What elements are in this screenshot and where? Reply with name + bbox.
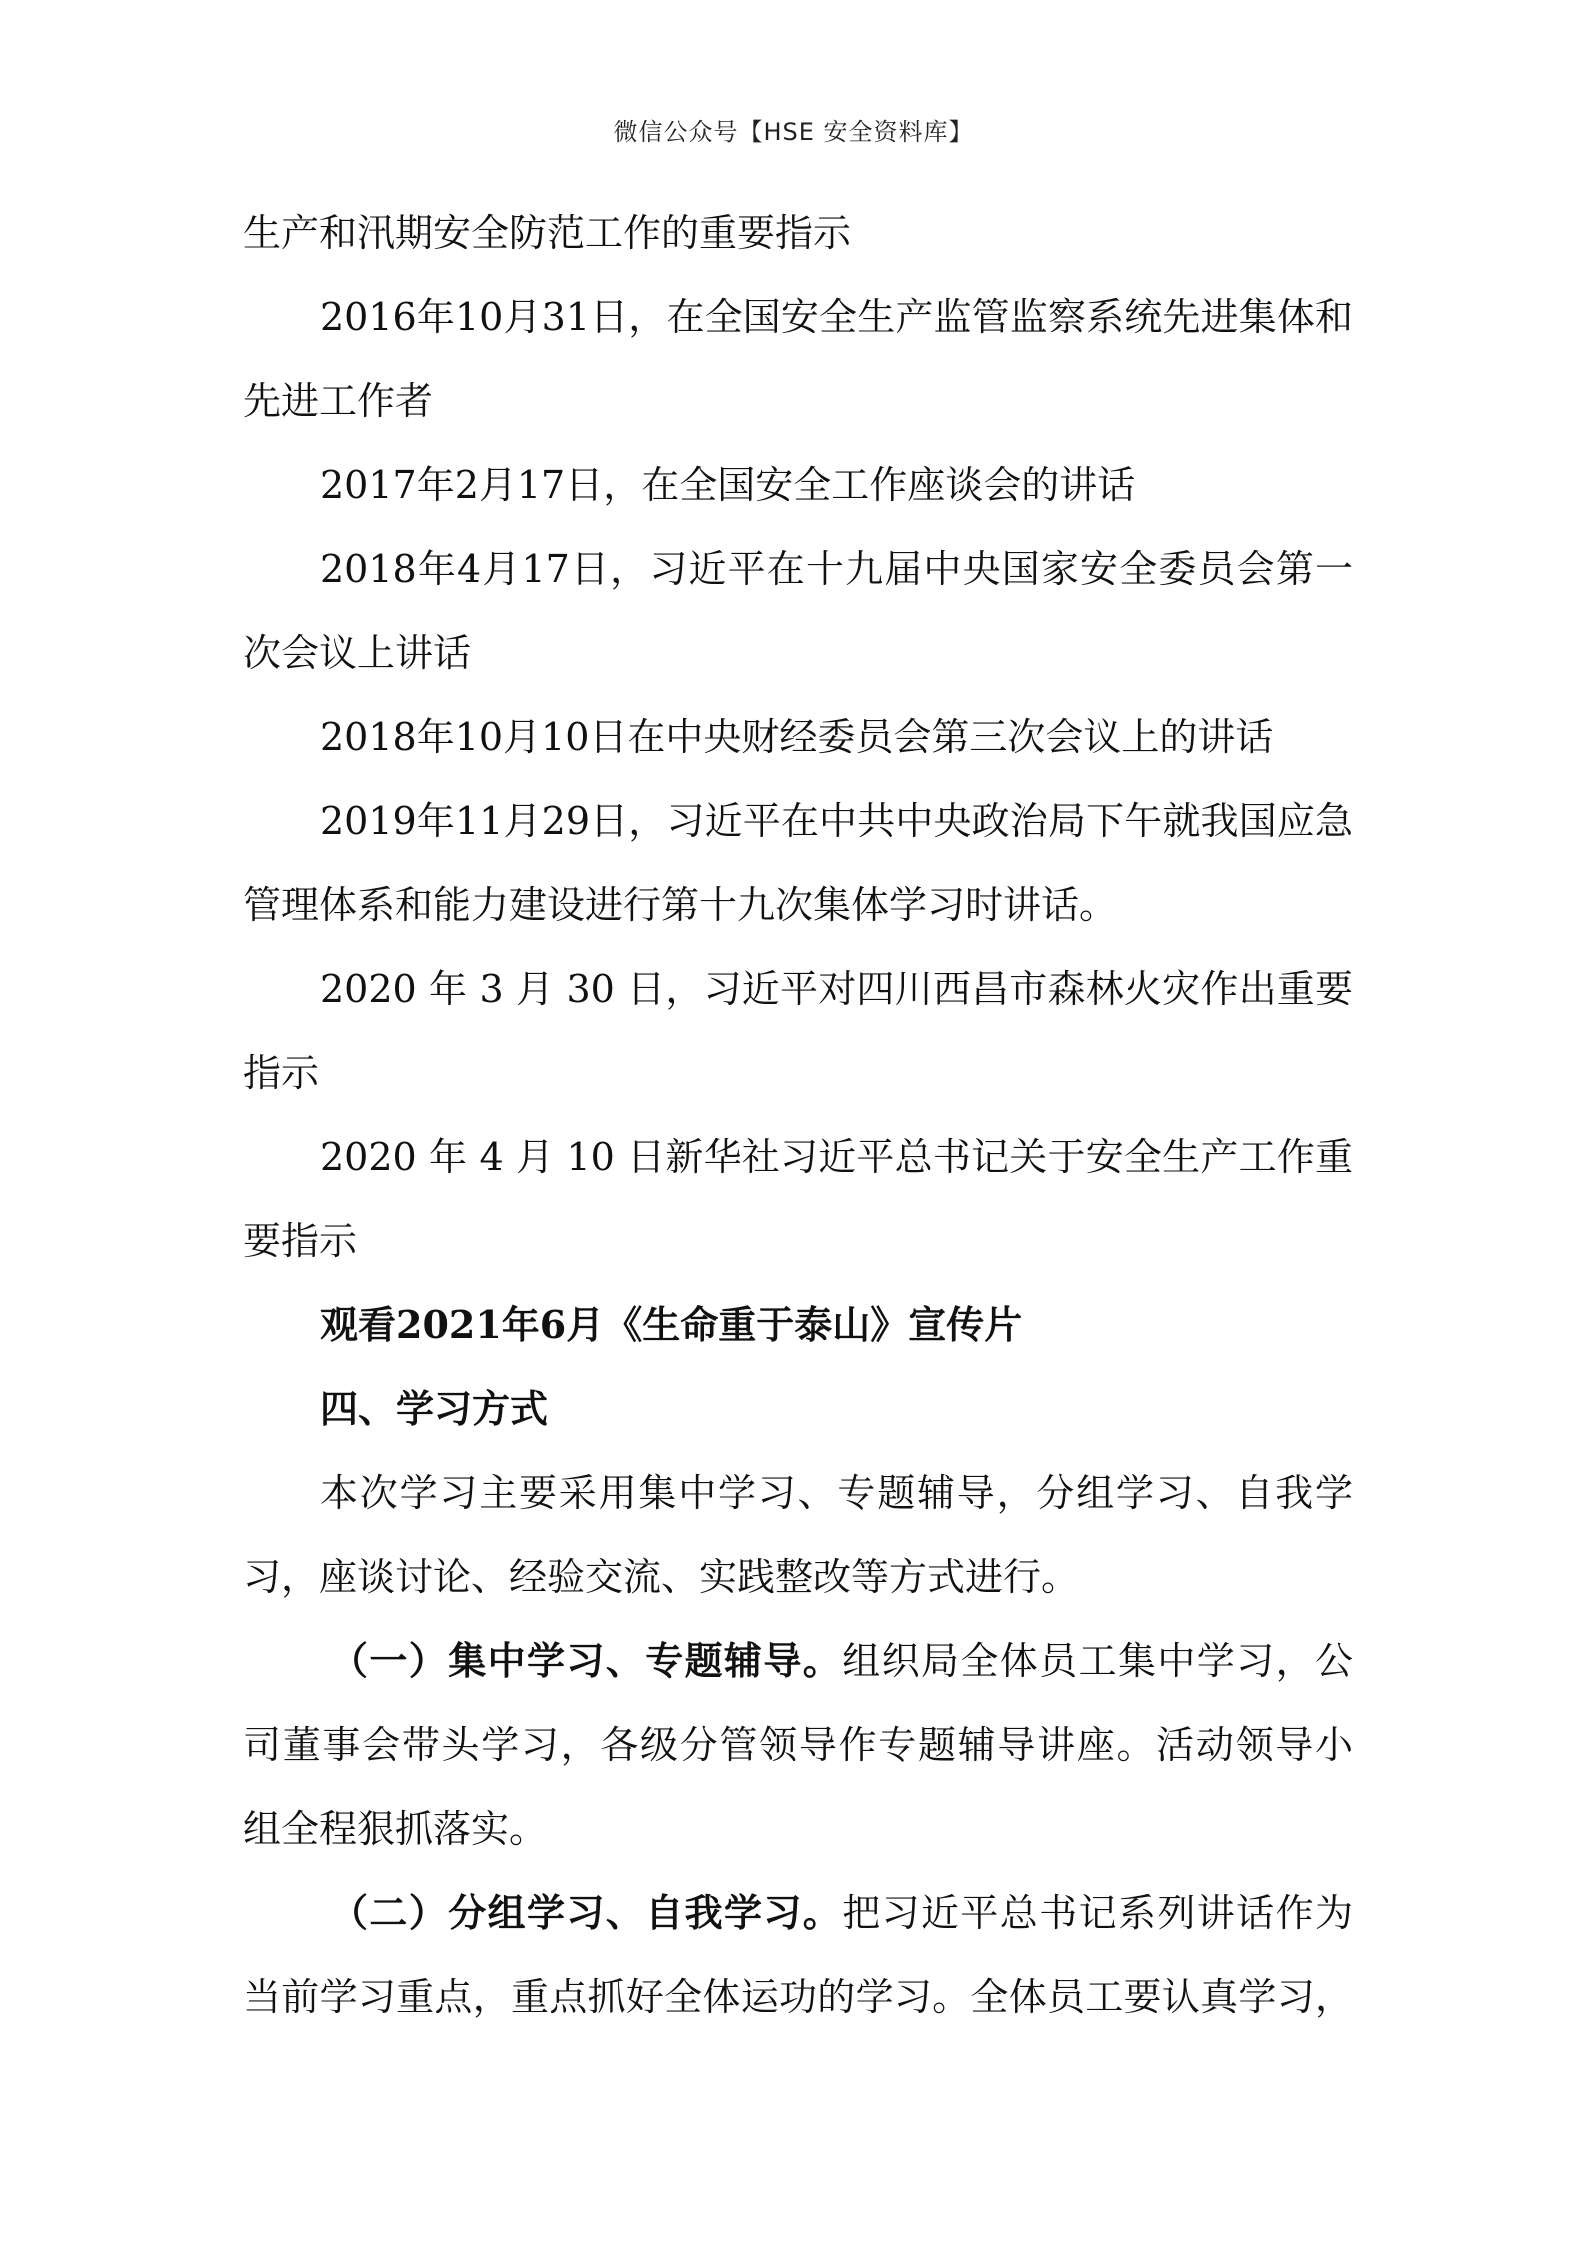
paragraph-line: 2017年2月17日，在全国安全工作座谈会的讲话 — [320, 463, 1136, 507]
paragraph-line: 生产和汛期安全防范工作的重要指示 — [243, 211, 852, 255]
paragraph-line: 司董事会带头学习，各级分管领导作专题辅导讲座。活动领导小 — [243, 1723, 1353, 1767]
paragraph-line: 先进工作者 — [243, 379, 434, 423]
paragraph-line: 组全程狠抓落实。 — [243, 1807, 548, 1851]
paragraph-line: 观看2021年6月《生命重于泰山》宣传片 — [320, 1302, 1023, 1347]
paragraph-line — [330, 1633, 1353, 1689]
paragraph-line: 2020 年 4 月 10 日新华社习近平总书记关于安全生产工作重 — [320, 1135, 1353, 1179]
section-heading: 四、学习方式 — [320, 1386, 549, 1431]
paragraph-line: 管理体系和能力建设进行第十九次集体学习时讲话。 — [243, 883, 1118, 927]
paragraph-line: 2019年11月29日，习近平在中共中央政治局下午就我国应急 — [320, 799, 1353, 843]
paragraph-line: 指示 — [243, 1051, 320, 1095]
paragraph-text: 组织局全体员工集中学习，公 — [842, 1639, 1353, 1683]
paragraph-line: 次会议上讲话 — [243, 631, 472, 675]
paragraph-line: 习，座谈讨论、经验交流、实践整改等方式进行。 — [243, 1555, 1080, 1599]
paragraph-line: 2018年10月10日在中央财经委员会第三次会议上的讲话 — [320, 715, 1274, 759]
subsection-title: （一）集中学习、专题辅导。 — [330, 1638, 843, 1683]
subsection-title: （二）分组学习、自我学习。 — [330, 1890, 843, 1935]
page-header: 微信公众号【HSE 安全资料库】 — [613, 118, 974, 146]
paragraph-line: 当前学习重点，重点抓好全体运功的学习。全体员工要认真学习， — [243, 1975, 1353, 2019]
paragraph-line — [330, 1885, 1353, 1941]
paragraph-line: 2020 年 3 月 30 日，习近平对四川西昌市森林火灾作出重要 — [320, 967, 1353, 1011]
paragraph-line: 要指示 — [243, 1219, 358, 1263]
paragraph-line: 2018年4月17日，习近平在十九届中央国家安全委员会第一 — [320, 547, 1353, 591]
paragraph-line: 2016年10月31日，在全国安全生产监管监察系统先进集体和 — [320, 295, 1353, 339]
paragraph-line: 本次学习主要采用集中学习、专题辅导，分组学习、自我学 — [320, 1471, 1353, 1515]
paragraph-text: 把习近平总书记系列讲话作为 — [842, 1891, 1353, 1935]
